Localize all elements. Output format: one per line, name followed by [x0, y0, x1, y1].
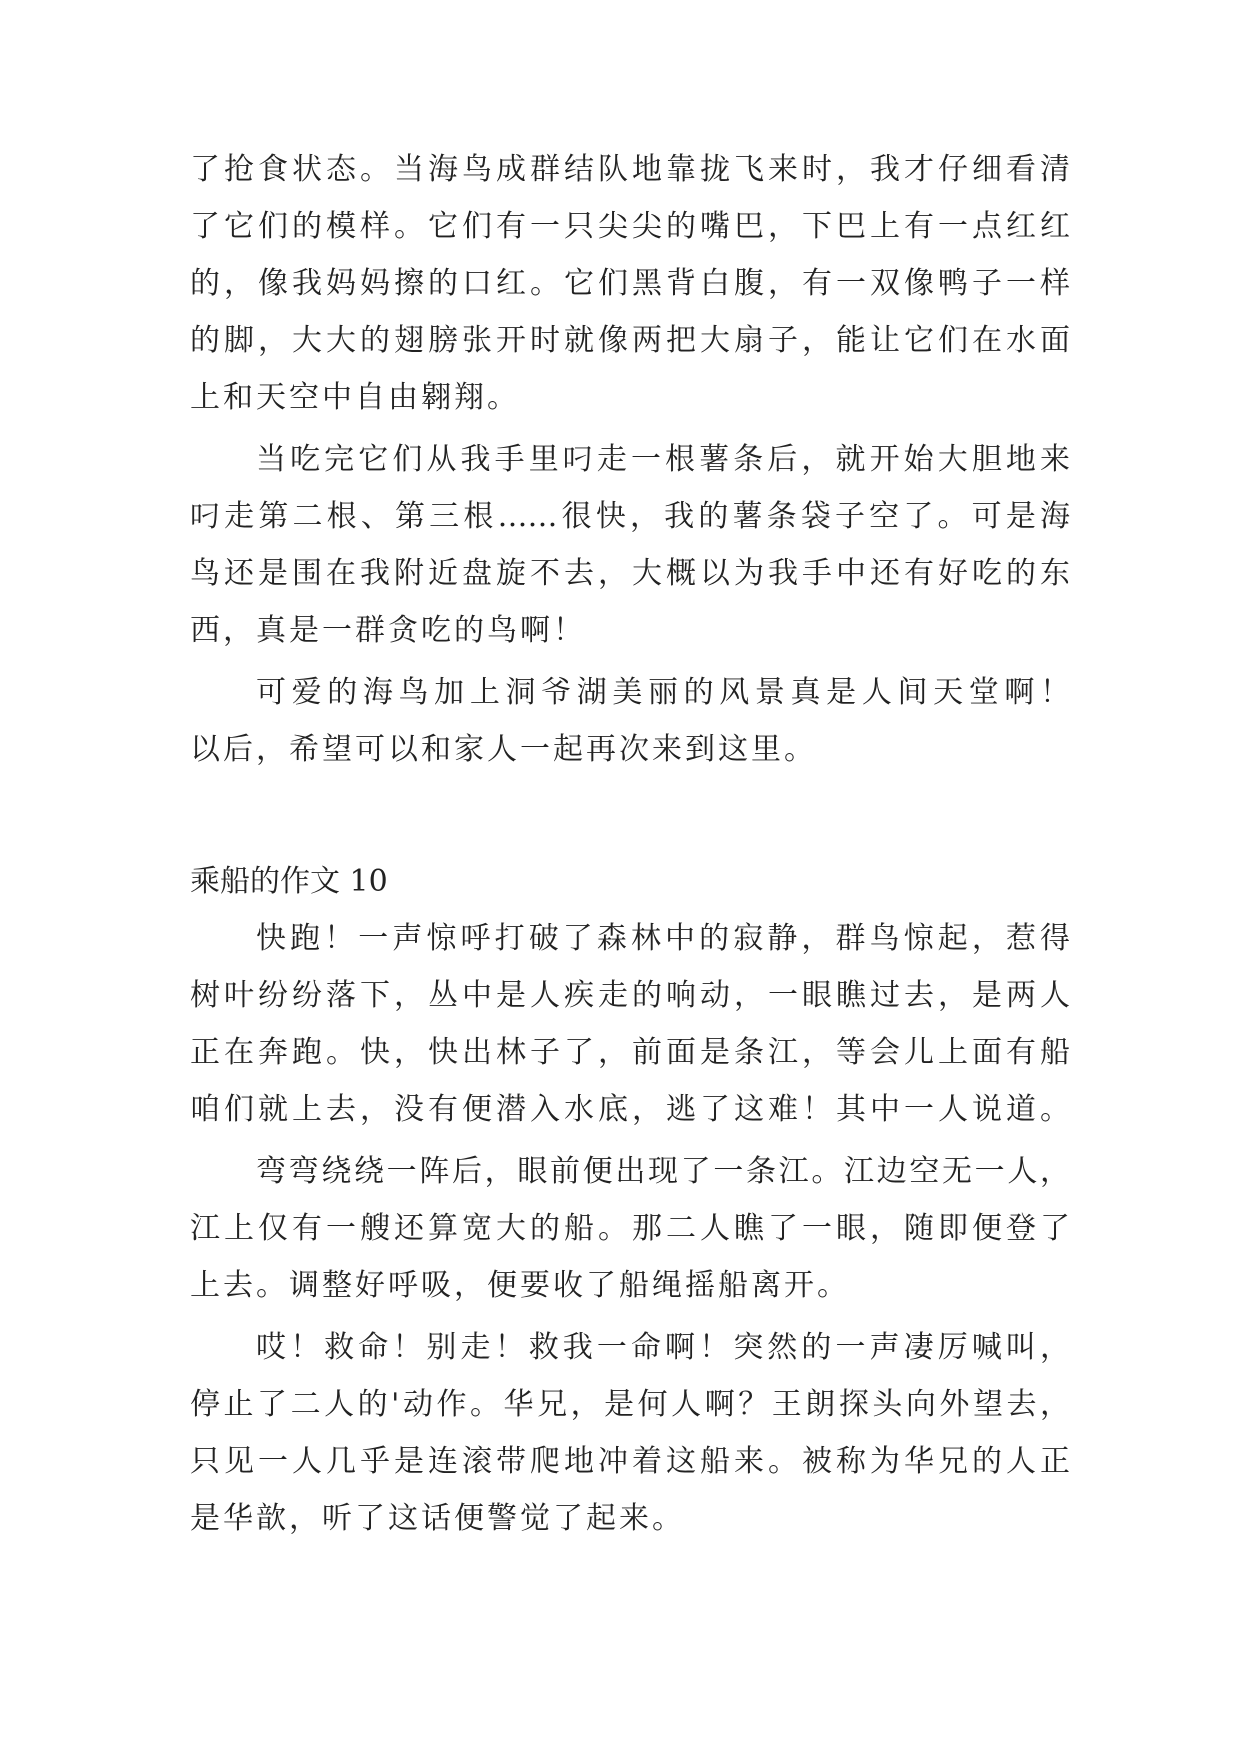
text-line: 可爱的海鸟加上洞爷湖美丽的风景真是人间天堂啊！: [256, 675, 1070, 710]
text-line: 树叶纷纷落下，丛中是人疾走的响动，一眼瞧过去，是两人: [190, 978, 1070, 1013]
text-line: 只见一人几乎是连滚带爬地冲着这船来。被称为华兄的人正: [190, 1444, 1070, 1479]
text-line: 的脚，大大的翅膀张开时就像两把大扇子，能让它们在水面: [190, 323, 1070, 358]
text-line: 以后，希望可以和家人一起再次来到这里。: [190, 732, 817, 767]
text-line: 哎！救命！别走！救我一命啊！突然的一声凄厉喊叫，: [256, 1330, 1070, 1365]
text-line: 了抢食状态。当海鸟成群结队地靠拢飞来时，我才仔细看清: [190, 152, 1070, 187]
text-line: 叼走第二根、第三根……很快，我的薯条袋子空了。可是海: [190, 499, 1070, 534]
text-line: 当吃完它们从我手里叼走一根薯条后，就开始大胆地来: [256, 442, 1070, 477]
text-line: 咱们就上去，没有便潜入水底，逃了这难！其中一人说道。: [190, 1092, 1070, 1127]
text-line: 快跑！一声惊呼打破了森林中的寂静，群鸟惊起，惹得: [256, 921, 1070, 956]
text-line: 了它们的模样。它们有一只尖尖的嘴巴，下巴上有一点红红: [190, 209, 1070, 244]
text-line: 正在奔跑。快，快出林子了，前面是条江，等会儿上面有船: [190, 1035, 1070, 1070]
text-line: 西，真是一群贪吃的鸟啊！: [190, 613, 586, 648]
text-line: 弯弯绕绕一阵后，眼前便出现了一条江。江边空无一人，: [256, 1154, 1070, 1189]
text-line: 上去。调整好呼吸，便要收了船绳摇船离开。: [190, 1268, 850, 1303]
text-line: 上和天空中自由翱翔。: [190, 380, 520, 415]
text-line: 停止了二人的'动作。华兄，是何人啊？王朗探头向外望去，: [190, 1387, 1070, 1422]
text-line: 的，像我妈妈擦的口红。它们黑背白腹，有一双像鸭子一样: [190, 266, 1070, 301]
section-heading: 乘船的作文 10: [190, 864, 388, 899]
text-line: 江上仅有一艘还算宽大的船。那二人瞧了一眼，随即便登了: [190, 1211, 1070, 1246]
text-line: 是华歆，听了这话便警觉了起来。: [190, 1501, 685, 1536]
text-line: 鸟还是围在我附近盘旋不去，大概以为我手中还有好吃的东: [190, 556, 1070, 591]
